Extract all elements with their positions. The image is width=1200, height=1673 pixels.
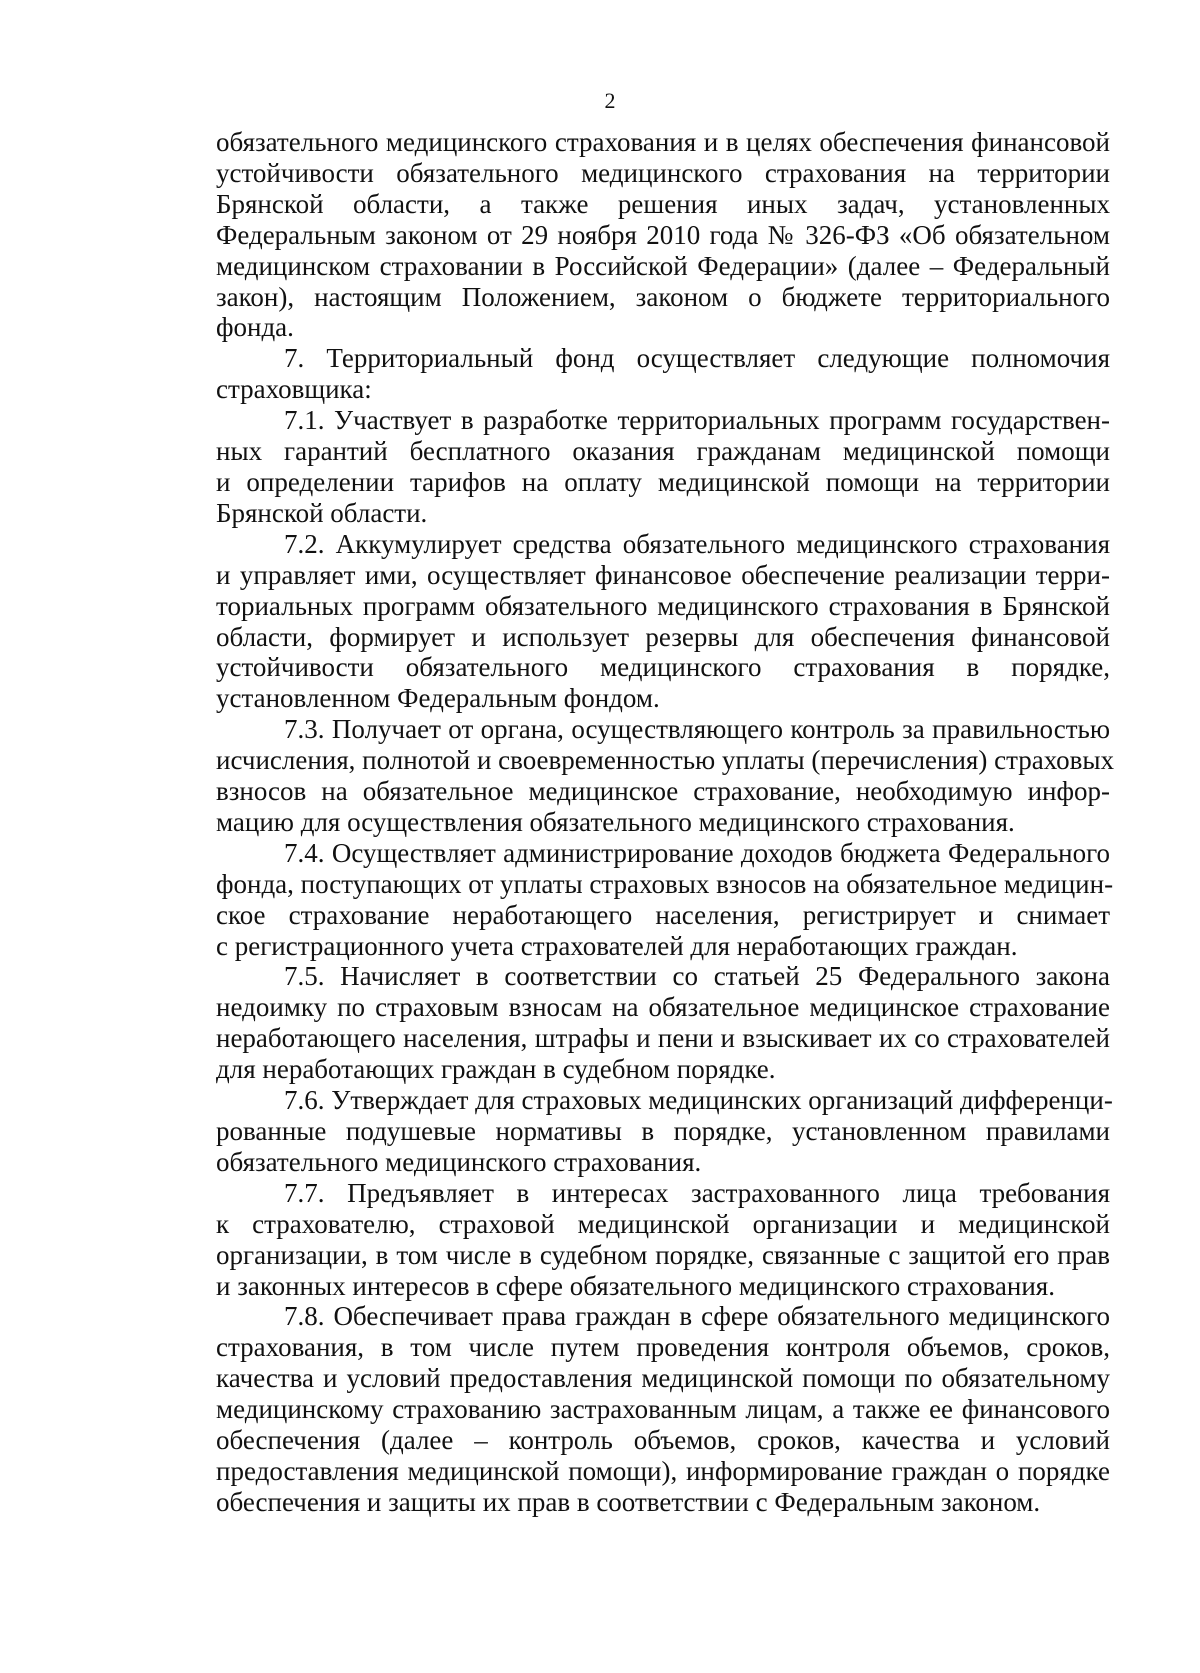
- text-line: 7.4. Осуществляет администрирование доходов бюджета Федерального: [284, 837, 1110, 868]
- text-line: обязательного медицинского страхования.: [216, 1146, 702, 1177]
- paragraph-7-1: [216, 405, 1110, 529]
- text-line: ское страхование неработающего населения, регистрирует и снимает: [216, 899, 1110, 930]
- paragraph-7: [216, 343, 1110, 405]
- text-line: и определении тарифов на оплату медицинской помощи на территории: [216, 466, 1110, 497]
- text-line: 7.6. Утверждает для страховых медицинских организаций дифференци-: [284, 1085, 1113, 1116]
- page-number: 2: [604, 88, 616, 113]
- text-line: качества и условий предоставления медицинской помощи по обязательному: [216, 1363, 1110, 1394]
- text-line: и управляет ими, осуществляет финансовое обеспечение реализации терри-: [216, 559, 1110, 590]
- text-line: ных гарантий бесплатного оказания гражданам медицинской помощи: [216, 436, 1110, 467]
- paragraph-7-2: [216, 529, 1110, 714]
- document-body: [216, 127, 1115, 1518]
- paragraph-7-8: [216, 1301, 1110, 1517]
- text-line: предоставления медицинской помощи), информирование граждан о порядке: [216, 1455, 1110, 1486]
- text-line: Федеральным законом от 29 ноября 2010 года № 326-ФЗ «Об обязательном: [216, 219, 1110, 250]
- paragraph-continuation: [216, 127, 1110, 343]
- text-line: обеспечения (далее – контроль объемов, сроков, качества и условий: [216, 1425, 1110, 1456]
- text-line: закон), настоящим Положением, законом о бюджете территориального: [216, 281, 1110, 312]
- text-line: 7.8. Обеспечивает права граждан в сфере обязательного медицинского: [284, 1301, 1110, 1332]
- text-line: и законных интересов в сфере обязательного медицинского страхования.: [216, 1270, 1055, 1301]
- text-line: 7.7. Предъявляет в интересах застрахованного лица требования: [284, 1177, 1110, 1208]
- text-line: мацию для осуществления обязательного медицинского страхования.: [216, 806, 1015, 837]
- text-line: для неработающих граждан в судебном порядке.: [216, 1054, 776, 1085]
- text-line: исчисления, полнотой и своевременностью уплаты (перечисления) страховых: [216, 745, 1115, 776]
- text-line: рованные подушевые нормативы в порядке, установленном правилами: [216, 1116, 1110, 1146]
- text-line: области, формирует и использует резервы для обеспечения финансовой: [216, 621, 1110, 652]
- text-line: взносов на обязательное медицинское страхование, необходимую инфор-: [216, 776, 1110, 807]
- paragraph-7-3: [216, 714, 1115, 838]
- text-line: Брянской области, а также решения иных задач, установленных: [216, 188, 1110, 219]
- paragraph-7-6: [216, 1085, 1113, 1178]
- text-line: обеспечения и защиты их прав в соответствии с Федеральным законом.: [216, 1486, 1041, 1517]
- text-line: обязательного медицинского страхования и в целях обеспечения финансовой: [216, 127, 1110, 157]
- paragraph-7-5: [216, 961, 1110, 1085]
- text-line: с регистрационного учета страхователей для неработающих граждан.: [216, 930, 1018, 961]
- text-line: 7.1. Участвует в разработке территориальных программ государствен-: [284, 405, 1110, 436]
- text-line: недоимку по страховым взносам на обязательное медицинское страхование: [216, 992, 1110, 1023]
- text-line: устойчивости обязательного медицинского страхования на территории: [216, 157, 1110, 188]
- text-line: фонда.: [216, 312, 294, 343]
- text-line: 7.2. Аккумулирует средства обязательного медицинского страхования: [284, 528, 1110, 559]
- text-line: медицинском страховании в Российской Федерации» (далее – Федеральный: [216, 250, 1110, 281]
- text-line: медицинскому страхованию застрахованным лицам, а также ее финансового: [216, 1394, 1110, 1425]
- text-line: неработающего населения, штрафы и пени и взыскивает их со страхователей: [216, 1023, 1110, 1054]
- text-line: установленном Федеральным фондом.: [216, 683, 660, 714]
- text-line: фонда, поступающих от уплаты страховых взносов на обязательное медицин-: [216, 868, 1114, 899]
- text-line: к страхователю, страховой медицинской организации и медицинской: [216, 1208, 1110, 1239]
- paragraph-7-7: [216, 1178, 1110, 1302]
- text-line: Брянской области.: [216, 497, 428, 528]
- text-line: страхования, в том числе путем проведения контроля объемов, сроков,: [216, 1332, 1110, 1363]
- paragraph-7-4: [216, 837, 1114, 962]
- text-line: 7.5. Начисляет в соответствии со статьей 25 Федерального закона: [284, 961, 1110, 992]
- text-line: 7. Территориальный фонд осуществляет следующие полномочия: [284, 343, 1110, 374]
- text-line: ториальных программ обязательного медицинского страхования в Брянской: [216, 590, 1110, 621]
- text-line: страховщика:: [216, 374, 372, 405]
- text-line: устойчивости обязательного медицинского страхования в порядке,: [216, 652, 1110, 683]
- text-line: 7.3. Получает от органа, осуществляющего контроль за правильностью: [284, 714, 1110, 745]
- text-line: организации, в том числе в судебном порядке, связанные с защитой его прав: [216, 1239, 1110, 1270]
